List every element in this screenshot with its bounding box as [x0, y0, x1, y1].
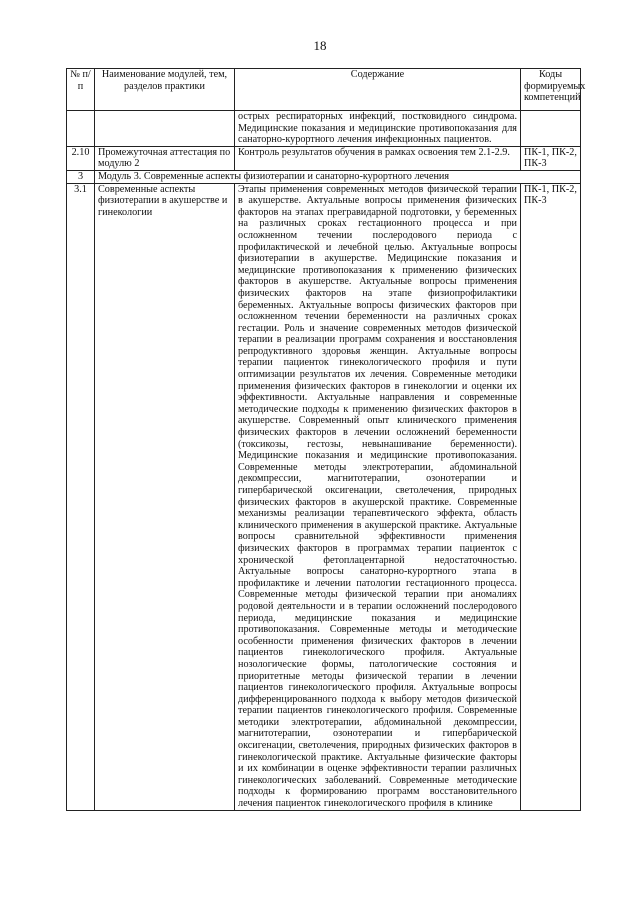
page-number: 18 [313, 38, 327, 53]
module-num: 3 [67, 170, 95, 183]
module-row [67, 170, 581, 183]
header-name: Наименование модулей, тем, разделов практики [95, 69, 235, 111]
cell-name: Современные аспекты физиотерапии в акушерстве и гинекологии [95, 183, 235, 810]
cell-content: острых респираторных инфекций, постковидного синдрома. Медицинские показания и медицинские противопоказания для санаторно-курортного лечения инфекционных пациентов. [235, 111, 521, 147]
cell-num: 2.10 [67, 146, 95, 170]
cell-num [67, 111, 95, 147]
header-content: Содержание [235, 69, 521, 111]
table-row-3-1 [67, 183, 581, 810]
module-title: Модуль 3. Современные аспекты физиотерапии и санаторно-курортного лечения [95, 170, 581, 183]
cell-codes: ПК-1, ПК-2, ПК-3 [521, 183, 581, 810]
table-header-row [67, 69, 581, 111]
cell-codes: ПК-1, ПК-2, ПК-3 [521, 146, 581, 170]
cell-codes [521, 111, 581, 147]
header-num: № п/п [67, 69, 95, 111]
cell-content: Контроль результатов обучения в рамках освоения тем 2.1-2.9. [235, 146, 521, 170]
cell-content: Этапы применения современных методов физической терапии в акушерстве. Актуальные вопросы применения физических факторов на этапах прегравидарной подготовки, у беременных на различных сроках гестационного процесса и при осложненном течении послеродового периода с профилактической и лечебной целью. Актуальные вопросы физиотерапии в акушерстве. Медицинские показания и медицинские противопоказания к применению физических факторов в акушерстве. Актуальные вопросы применения физических факторов на этапе физиопрофилактики беременных. Актуальные вопросы физических факторов при осложненном течении беременности на различных сроках гестации. Роль и значение современных методов физической терапии в реализации программ сохранения и восстановления репродуктивного здоровья женщин. Актуальные вопросы терапии пациенток гинекологического профиля и пути оптимизации результатов их лечения. Современные методики применения физических факторов в гинекологии и оценки их эффективности. Актуальные направления и современные методические подходы к применению физических факторов в акушерстве. Современный опыт клинического применения физических факторов в лечении осложнений беременности (токсикозы, гестозы, невынашивание беременности). Медицинские показания и медицинские противопоказания. Современные методы электротерапии, абдоминальной декомпрессии, магнитотерапии, озонотерапии и гипербарической оксигенации, светолечения, природных физических факторов в акушерской практике. Современные механизмы реализации терапевтического эффекта, область клинического применения в акушерской практике. Актуальные вопросы сравнительной эффективности применения физических факторов в программах терапии пациенток с хронической фетоплацентарной недостаточностью. Актуальные вопросы санаторно-курортного этапа в профилактике и лечении патологии гестационного процесса. Современные методы физической терапии при аномалиях родовой деятельности и в терапии осложнений послеродового периода, медицинские показания и медицинские противопоказания. Современные методы и методические особенности применения физических факторов в лечении пациентов гинекологического профиля. Актуальные нозологические формы, патологические состояния и приоритетные методы физической терапии в лечении пациентов гинекологического профиля. Актуальные вопросы дифференцированного подхода к выбору методов физической терапии пациентов гинекологического профиля. Современные методики электротерапии, абдоминальной декомпрессии, магнитотерапии, озонотерапии и гипербарической оксигенации, светолечения, природных физических факторов в гинекологической практике. Актуальные физические факторы и их комбинации в оценке эффективности терапии различных гинекологических заболеваний. Современные методические подходы к формированию программ восстановительного лечения пациенток гинекологического профиля в клинике [235, 183, 521, 810]
curriculum-table [66, 68, 586, 811]
table-row-2-10 [67, 146, 581, 170]
table-row-continuation [67, 111, 581, 147]
cell-name [95, 111, 235, 147]
cell-num: 3.1 [67, 183, 95, 810]
cell-name: Промежуточная аттестация по модулю 2 [95, 146, 235, 170]
header-codes: Коды формируемых компетенций [521, 69, 581, 111]
